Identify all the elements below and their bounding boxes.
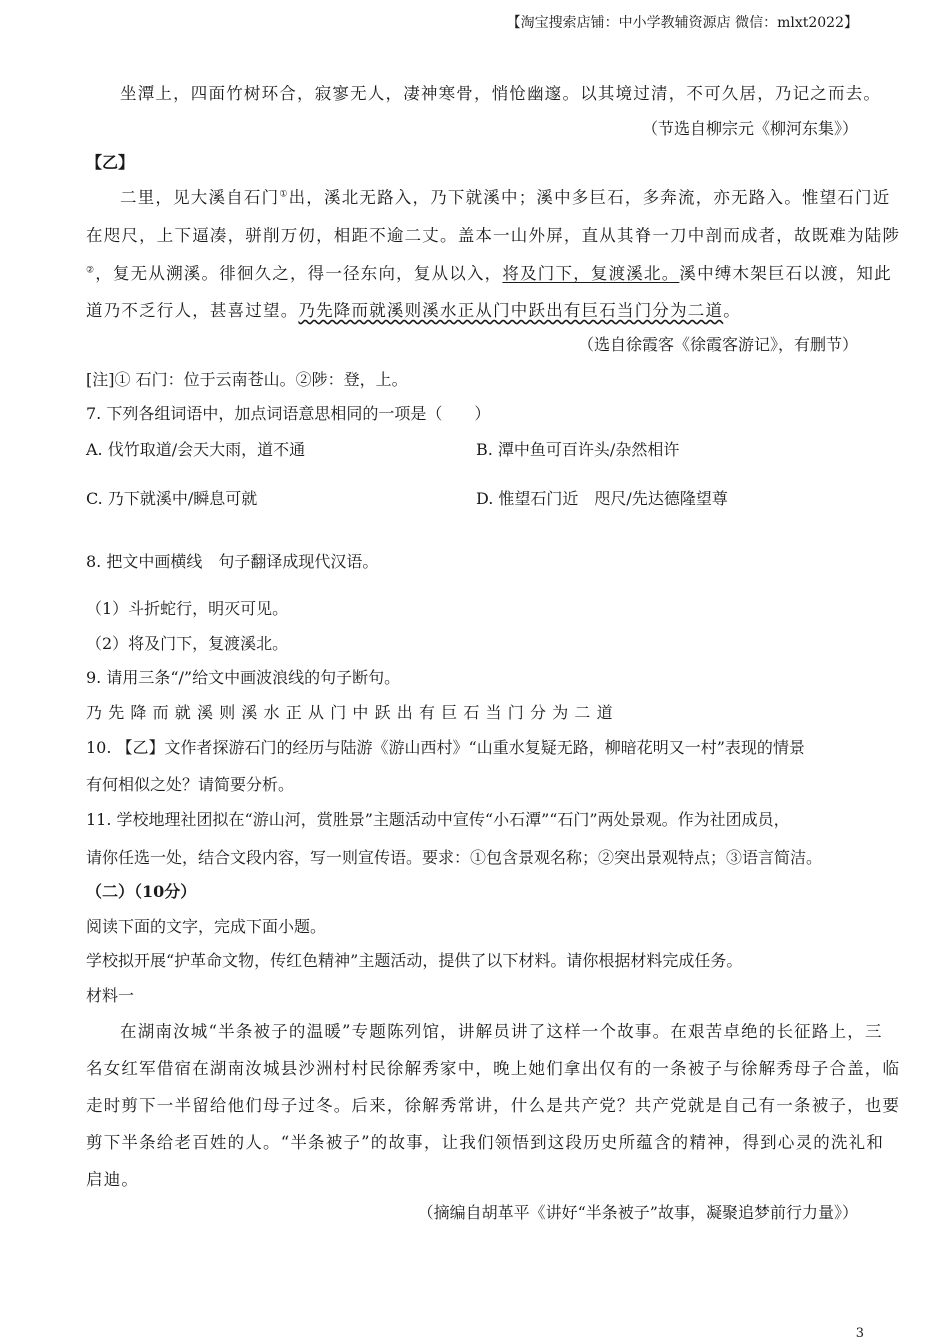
text: 道乃不乏行人，甚喜过望。 bbox=[86, 301, 299, 320]
passage-yi-notes: [注]① 石门：位于云南苍山。②陟：登，上。 bbox=[86, 370, 408, 389]
header-watermark: 【淘宝搜索店铺：中小学教辅资源店 微信：mlxt2022】 bbox=[506, 15, 858, 31]
question-7-option-c: C. 乃下就溪中/瞬息可就 bbox=[86, 489, 258, 508]
text: 出，溪北无路入，乃下就溪中；溪中多巨石，多奔流，亦无路入。惟望石门近 bbox=[288, 188, 891, 207]
section-2-instruction: 阅读下面的文字，完成下面小题。 bbox=[86, 917, 327, 936]
question-10-line-1: 10. 【乙】文作者探游石门的经历与陆游《游山西村》“山重水复疑无路，柳暗花明又一村”表现的情景 bbox=[86, 738, 805, 757]
wavy-underlined-sentence: 乃先降而就溪则溪水正从门中跃出有巨石当门分为二道 bbox=[298, 301, 724, 320]
text: 。 bbox=[723, 301, 741, 320]
question-7-option-d: D. 惟望石门近 咫尺/先达德隆望尊 bbox=[476, 489, 728, 508]
question-9-sentence: 乃先降而就溪则溪水正从门中跃出有巨石当门分为二道 bbox=[86, 703, 619, 722]
footnote-mark: ① bbox=[279, 189, 289, 200]
material-1-line-3: 走时剪下一半留给他们母子过冬。后来，徐解秀常讲，什么是共产党？共产党就是自己有一条被子，也要 bbox=[86, 1096, 901, 1115]
question-7: 7. 下列各组词语中，加点词语意思相同的一项是（ ） bbox=[86, 404, 491, 423]
material-label: 材料一 bbox=[86, 986, 135, 1005]
text: 溪中缚木架巨石以渡，知此 bbox=[679, 264, 892, 283]
passage-yi-line-2: 在咫尺，上下逼凑，骈削万仞，相距不逾二丈。盖本一山外屏，直从其脊一刀中剖而成者，故既难为陆陟 bbox=[86, 226, 901, 245]
question-11-line-1: 11. 学校地理社团拟在“游山河，赏胜景”主题活动中宣传“小石潭”“石门”两处景观。作为社团成员， bbox=[86, 810, 790, 829]
passage-yi-label: 【乙】 bbox=[86, 153, 135, 172]
section-2-intro: 学校拟开展“护革命文物，传红色精神”主题活动，提供了以下材料。请你根据材料完成任务。 bbox=[86, 951, 743, 970]
question-8-item-1: （1）斗折蛇行，明灭可见。 bbox=[86, 599, 289, 618]
passage-yi-line-1 bbox=[120, 184, 890, 208]
question-8-item-2: （2）将及门下，复渡溪北。 bbox=[86, 634, 289, 653]
question-8: 8. 把文中画横线 句子翻译成现代汉语。 bbox=[86, 552, 379, 571]
question-9: 9. 请用三条“/”给文中画波浪线的句子断句。 bbox=[86, 668, 401, 687]
passage-yi-line-3 bbox=[86, 260, 892, 284]
passage-jia-last-line: 坐潭上，四面竹树环合，寂寥无人，凄神寒骨，悄怆幽邃。以其境过清，不可久居，乃记之而去。 bbox=[120, 84, 882, 103]
question-10-line-2: 有何相似之处？请简要分析。 bbox=[86, 775, 295, 794]
passage-jia-source: （节选自柳宗元《柳河东集》） bbox=[641, 119, 858, 138]
material-1-source: （摘编自胡革平《讲好“半条被子”故事，凝聚追梦前行力量》） bbox=[417, 1203, 858, 1222]
material-1-line-4: 剪下半条给老百姓的人。“半条被子”的故事，让我们领悟到这段历史所蕴含的精神，得到心灵的洗礼和 bbox=[86, 1133, 885, 1152]
page-number: 3 bbox=[855, 1326, 864, 1341]
text: ，复无从溯溪。徘徊久之，得一径东向，复从以入， bbox=[95, 264, 503, 283]
material-1-line-2: 名女红军借宿在湖南汝城县沙洲村村民徐解秀家中，晚上她们拿出仅有的一条被子与徐解秀母子合盖，临 bbox=[86, 1059, 901, 1078]
question-7-option-a: A. 伐竹取道/会天大雨，道不通 bbox=[86, 440, 306, 459]
section-2-heading: （二）（10分） bbox=[86, 882, 197, 901]
footnote-mark: ② bbox=[86, 265, 96, 276]
text: 二里，见大溪自石门 bbox=[120, 188, 280, 207]
question-11-line-2: 请你任选一处，结合文段内容，写一则宣传语。要求：①包含景观名称；②突出景观特点；③语言简洁。 bbox=[86, 848, 823, 867]
underlined-sentence: 将及门下，复渡溪北。 bbox=[502, 264, 680, 283]
passage-yi-line-4 bbox=[86, 297, 741, 321]
question-7-option-b: B. 潭中鱼可百许头/杂然相许 bbox=[476, 440, 680, 459]
passage-yi-source: （选自徐霞客《徐霞客游记》，有删节） bbox=[577, 335, 858, 354]
material-1-line-5: 启迪。 bbox=[86, 1170, 140, 1189]
material-1-line-1: 在湖南汝城“半条被子的温暖”专题陈列馆，讲解员讲了这样一个故事。在艰苦卓绝的长征路上，三 bbox=[120, 1022, 883, 1041]
